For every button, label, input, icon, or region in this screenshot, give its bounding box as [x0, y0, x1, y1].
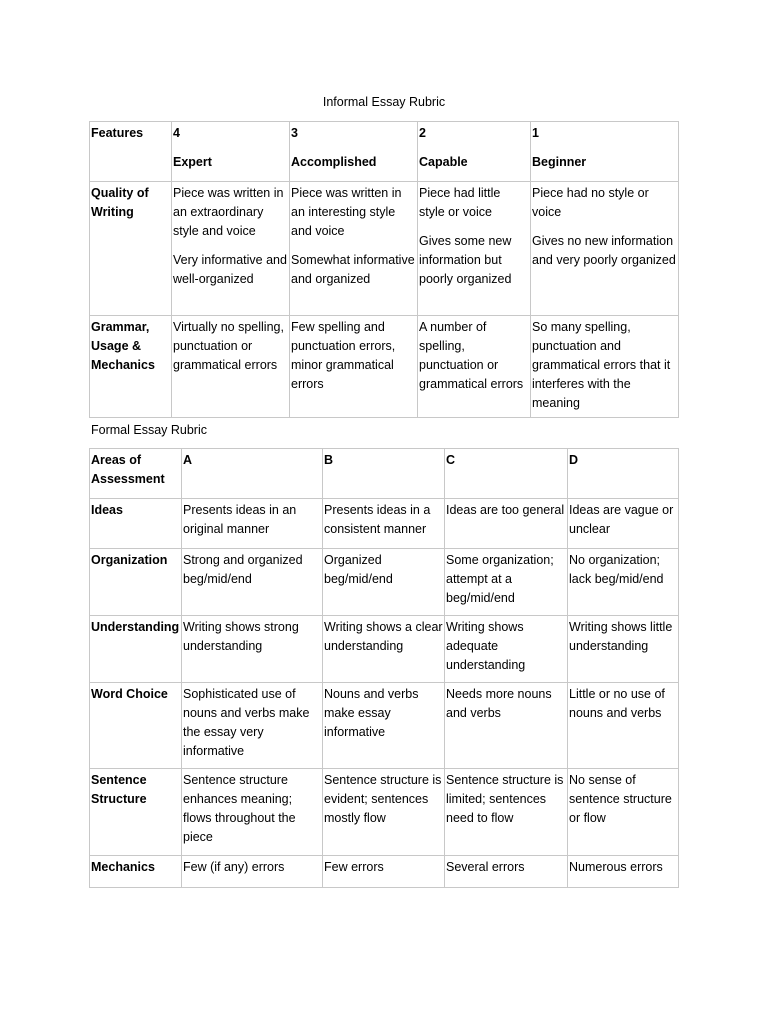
row-label: Organization — [90, 549, 182, 616]
rubric-cell: No organization; lack beg/mid/end — [568, 549, 679, 616]
cell-text: So many spelling, punctuation and grammatical errors that it interferes with the meaning — [532, 320, 671, 410]
rubric-cell: Presents ideas in a consistent manner — [323, 499, 445, 549]
rubric-cell: Some organization; attempt at a beg/mid/end — [445, 549, 568, 616]
rubric-cell: Strong and organized beg/mid/end — [182, 549, 323, 616]
rubric-cell: Sentence structure enhances meaning; flows throughout the piece — [182, 769, 323, 856]
rubric-cell: Writing shows a clear understanding — [323, 616, 445, 683]
row-label: Quality of Writing — [90, 182, 172, 316]
rubric-cell: Sentence structure is evident; sentences mostly flow — [323, 769, 445, 856]
rubric-cell — [172, 182, 290, 316]
formal-header-row — [90, 449, 679, 499]
score-label: 3 — [291, 126, 298, 140]
grade-c-header: C — [445, 449, 568, 499]
rubric-cell: Needs more nouns and verbs — [445, 683, 568, 769]
cell-text: Virtually no spelling, punctuation or grammatical errors — [173, 320, 284, 372]
row-label: Grammar, Usage & Mechanics — [90, 316, 172, 418]
row-label: Mechanics — [90, 856, 182, 888]
cell-text: Somewhat informative and organized — [291, 253, 415, 286]
score-4-header — [172, 122, 290, 182]
grade-d-header: D — [568, 449, 679, 499]
rubric-cell: Writing shows strong understanding — [182, 616, 323, 683]
cell-text: Piece had little style or voice — [419, 186, 501, 219]
rubric-cell: Several errors — [445, 856, 568, 888]
rubric-cell: No sense of sentence structure or flow — [568, 769, 679, 856]
cell-text: Piece was written in an interesting style and voice — [291, 186, 402, 238]
rubric-cell: Ideas are too general — [445, 499, 568, 549]
cell-text: Gives some new information but poorly organized — [419, 234, 512, 286]
informal-rubric-table — [89, 121, 679, 418]
row-label: Word Choice — [90, 683, 182, 769]
grade-b-header: B — [323, 449, 445, 499]
ideas-row — [90, 499, 679, 549]
rubric-cell — [418, 182, 531, 316]
level-label: Accomplished — [291, 155, 377, 169]
quality-of-writing-row — [90, 182, 679, 316]
cell-text: Few spelling and punctuation errors, minor grammatical errors — [291, 320, 396, 391]
row-label: Understanding — [90, 616, 182, 683]
cell-text: A number of spelling, punctuation or grammatical errors — [419, 320, 524, 391]
rubric-cell — [290, 182, 418, 316]
level-label: Capable — [419, 155, 468, 169]
informal-header-row — [90, 122, 679, 182]
score-label: 2 — [419, 126, 426, 140]
rubric-cell: Writing shows little understanding — [568, 616, 679, 683]
features-header: Features — [90, 122, 172, 182]
rubric-cell: Little or no use of nouns and verbs — [568, 683, 679, 769]
score-1-header — [531, 122, 679, 182]
rubric-cell: Organized beg/mid/end — [323, 549, 445, 616]
formal-rubric-title: Formal Essay Rubric — [91, 423, 207, 437]
grade-a-header: A — [182, 449, 323, 499]
row-label: Ideas — [90, 499, 182, 549]
row-label: Sentence Structure — [90, 769, 182, 856]
level-label: Expert — [173, 155, 212, 169]
rubric-cell: Presents ideas in an original manner — [182, 499, 323, 549]
understanding-row — [90, 616, 679, 683]
cell-text: Gives no new information and very poorly organized — [532, 234, 676, 267]
cell-text: Piece had no style or voice — [532, 186, 649, 219]
mechanics-row — [90, 856, 679, 888]
organization-row — [90, 549, 679, 616]
cell-text: Piece was written in an extraordinary style and voice — [173, 186, 284, 238]
score-label: 1 — [532, 126, 539, 140]
cell-text: Very informative and well-organized — [173, 253, 287, 286]
informal-rubric-title: Informal Essay Rubric — [322, 95, 446, 109]
rubric-cell: Sophisticated use of nouns and verbs make the essay very informative — [182, 683, 323, 769]
sentence-structure-row — [90, 769, 679, 856]
grammar-usage-mechanics-row — [90, 316, 679, 418]
rubric-cell: Numerous errors — [568, 856, 679, 888]
rubric-cell: Ideas are vague or unclear — [568, 499, 679, 549]
rubric-cell: Nouns and verbs make essay informative — [323, 683, 445, 769]
score-label: 4 — [173, 126, 180, 140]
rubric-cell: Sentence structure is limited; sentences need to flow — [445, 769, 568, 856]
rubric-cell: Writing shows adequate understanding — [445, 616, 568, 683]
formal-rubric-table — [89, 448, 679, 888]
word-choice-row — [90, 683, 679, 769]
score-2-header — [418, 122, 531, 182]
rubric-cell — [531, 182, 679, 316]
rubric-cell: Few (if any) errors — [182, 856, 323, 888]
score-3-header — [290, 122, 418, 182]
rubric-cell — [418, 316, 531, 418]
rubric-cell — [531, 316, 679, 418]
rubric-cell: Few errors — [323, 856, 445, 888]
rubric-cell — [290, 316, 418, 418]
level-label: Beginner — [532, 155, 587, 169]
areas-header: Areas of Assessment — [90, 449, 182, 499]
rubric-cell — [172, 316, 290, 418]
